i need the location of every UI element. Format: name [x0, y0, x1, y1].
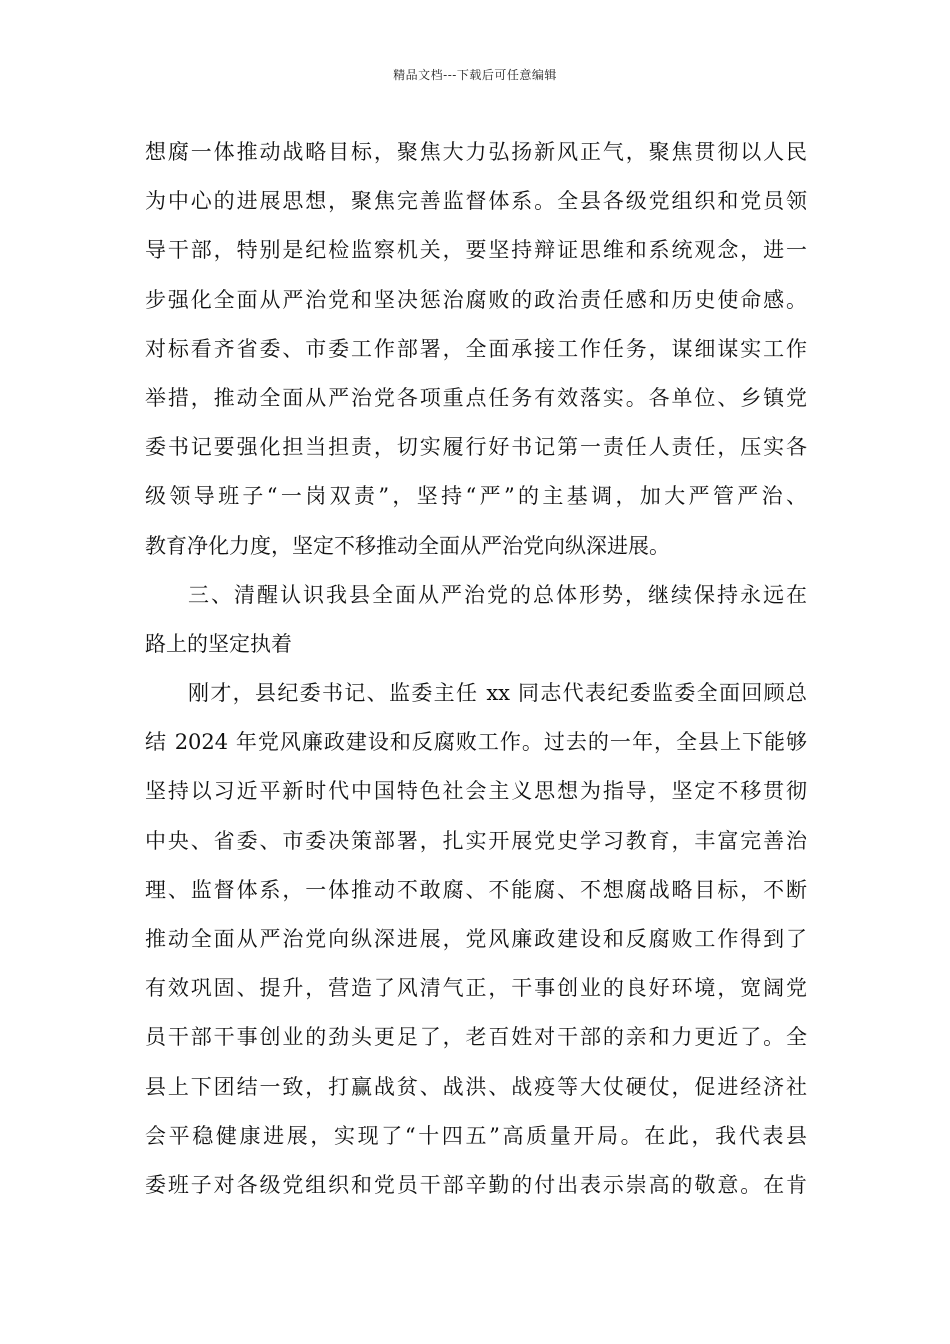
text-line: 坚持以习近平新时代中国特色社会主义思想为指导，坚定不移贯彻 [145, 779, 807, 804]
text-line: 级领导班子“一岗双责”，坚持“严”的主基调，加大严管严治、 [145, 484, 807, 509]
section-heading-line: 路上的坚定执着 [145, 631, 292, 656]
text-line: 对标看齐省委、市委工作部署，全面承接工作任务，谋细谋实工作 [145, 336, 807, 361]
text-line: 想腐一体推动战略目标，聚焦大力弘扬新风正气，聚焦贯彻以人民 [145, 140, 807, 164]
text-line: 委班子对各级党组织和党员干部辛勤的付出表示崇高的敬意。在肯 [145, 1172, 807, 1197]
text-line: 委书记要强化担当担责，切实履行好书记第一责任人责任，压实各 [145, 435, 807, 460]
text-line: 中央、省委、市委决策部署，扎实开展党史学习教育，丰富完善治 [145, 828, 807, 853]
text-line: 举措，推动全面从严治党各项重点任务有效落实。各单位、乡镇党 [145, 385, 807, 410]
text-line: 导干部，特别是纪检监察机关，要坚持辩证思维和系统观念，进一 [145, 238, 807, 263]
text-line: 有效巩固、提升，营造了风清气正，干事创业的良好环境，宽阔党 [145, 976, 807, 1001]
text-line: 理、监督体系，一体推动不敢腐、不能腐、不想腐战略目标，不断 [145, 877, 807, 902]
text-line: 刚才，县纪委书记、监委主任 xx 同志代表纪委监委全面回顾总 [188, 681, 807, 706]
text-line: 会平稳健康进展，实现了“十四五”高质量开局。在此，我代表县 [145, 1123, 807, 1148]
text-line: 员干部干事创业的劲头更足了，老百姓对干部的亲和力更近了。全 [145, 1025, 807, 1050]
text-line: 教育净化力度，坚定不移推动全面从严治党向纵深进展。 [145, 533, 670, 558]
text-line: 推动全面从严治党向纵深进展，党风廉政建设和反腐败工作得到了 [145, 927, 807, 951]
text-line: 县上下团结一致，打赢战贫、战洪、战疫等大仗硬仗，促进经济社 [145, 1074, 807, 1099]
page-header: 精品文档---下载后可任意编辑 [393, 68, 557, 82]
text-line: 结 2024 年党风廉政建设和反腐败工作。过去的一年，全县上下能够 [145, 730, 807, 755]
section-heading-line: 三、清醒认识我县全面从严治党的总体形势，继续保持永远在 [188, 582, 807, 607]
document-body [145, 128, 807, 1210]
text-line: 为中心的进展思想，聚焦完善监督体系。全县各级党组织和党员领 [145, 189, 807, 214]
text-line: 步强化全面从严治党和坚决惩治腐败的政治责任感和历史使命感。 [145, 287, 807, 312]
